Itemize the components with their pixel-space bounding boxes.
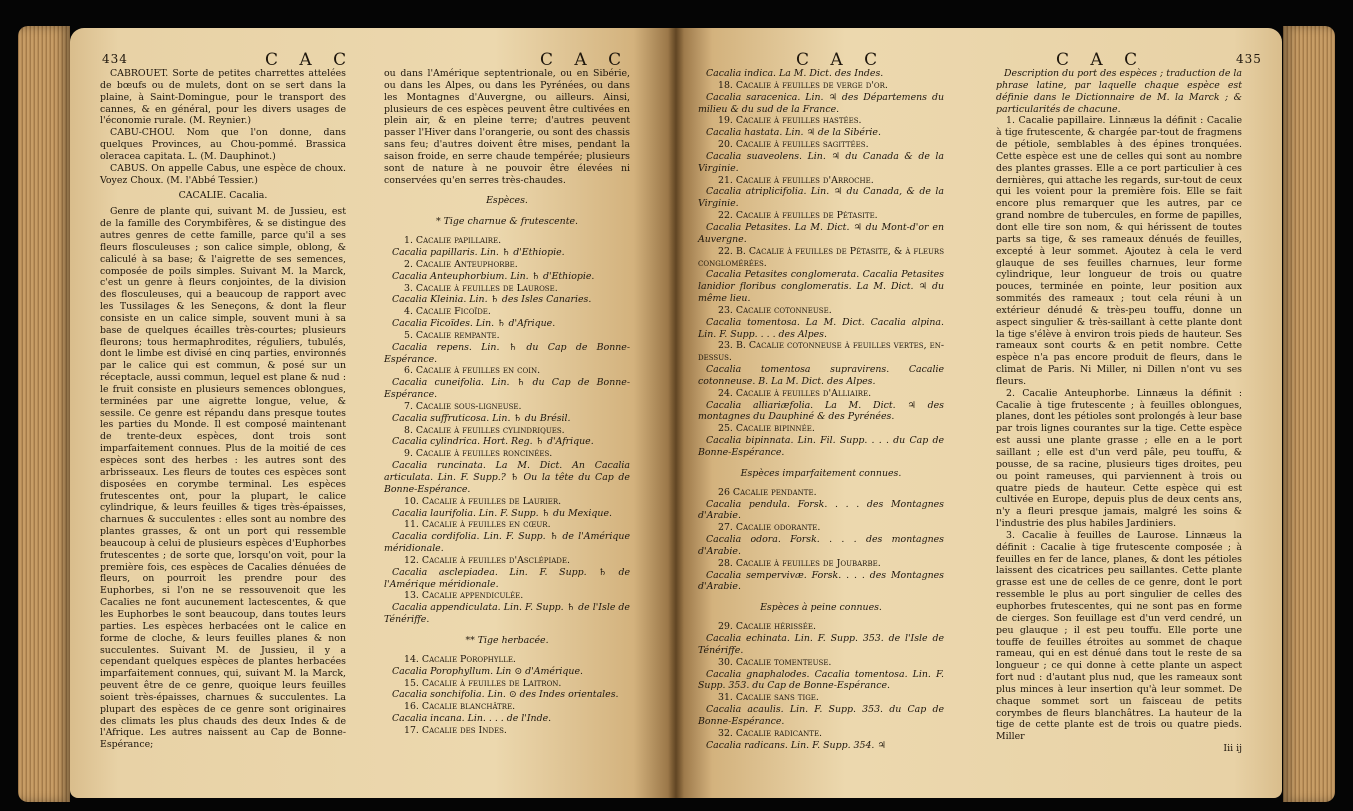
species-entry: 8. Cacalie à feuilles cylindriques. [404,424,565,436]
species-entry: 16. Cacalie blanchâtre. [404,701,516,713]
paragraph: Cacalia repens. Lin. ♄ du Cap de Bonne-Espérance. [384,341,630,365]
paragraph: Cacalia saracenica. Lin. ♃ des Départemens du milieu & du sud de la France. [698,91,944,115]
species-entry: 32. Cacalie radicante. [718,727,823,739]
species-entry: 29. Cacalie hérissée. [718,621,816,633]
species-entry: 13. Cacalie appendiculée. [404,590,524,602]
species-entry: 5. Cacalie rempante. [404,329,500,341]
paragraph: Cacalia sempervivæ. Forsk. . . . des Montagnes d'Arabie. [698,569,944,593]
paragraph: Cacalia echinata. Lin. F. Supp. 353. de l'Isle de Ténériffe. [698,632,944,656]
right-column-1 [698,68,944,751]
paragraph: Cacalia radicans. Lin. F. Supp. 354. ♃ [706,739,886,751]
species-entry: 17. Cacalie des Indes. [404,724,507,736]
species-entry: 4. Cacalie Ficoïde. [404,306,491,318]
section-heading: Espèces. [486,195,528,207]
species-entry: 3. Cacalie à feuilles de Laurose. [404,282,558,294]
section-heading: * Tige charnue & frutescente. [436,216,578,228]
paragraph: Cacalia Petasites. La M. Dict. ♃ du Mont-d'or en Auvergne. [698,221,944,245]
left-column-1 [100,68,346,751]
paragraph: Cacalia runcinata. La M. Dict. An Cacalia articulata. Lin. F. Supp.? ♄ Ou la tête du Cap de Bonne-Espérance. [384,460,630,495]
paragraph: Cacalia atriplicifolia. Lin. ♃ du Canada, & de la Virginie. [698,186,944,210]
species-entry: 26 Cacalie pendante. [718,486,817,498]
right-page [676,28,1282,798]
paragraph: Cacalia tomentosa. La M. Dict. Cacalia alpina. Lin. F. Supp. . . . des Alpes. [698,316,944,340]
section-heading: Espèces à peine connues. [760,602,882,614]
species-entry: 23. Cacalie cotonneuse. [718,304,832,316]
paragraph: Cacalia gnaphalodes. Cacalia tomentosa. Lin. F. Supp. 353. du Cap de Bonne-Espérance. [698,668,944,692]
paragraph: Cacalia cuneifolia. Lin. ♄ du Cap de Bonne-Espérance. [384,377,630,401]
species-entry: 6. Cacalie à feuilles en coin. [404,365,541,377]
paragraph: Cacalia alliariæfolia. La M. Dict. ♃ des montagnes du Dauphiné & des Pyrénées. [698,399,944,423]
species-entry: 30. Cacalie tomenteuse. [718,656,832,668]
right-page-edges [1283,26,1335,802]
left-page-edges [18,26,70,802]
species-entry: 18. Cacalie à feuilles de verge d'or. [718,79,888,91]
paragraph: Cacalia Ficoïdes. Lin. ♄ d'Afrique. [392,318,556,330]
left-page-number: 434 [102,52,128,66]
paragraph: Description du port des espèces ; traduction de la phrase latine, par laquelle chaque espèce est définie dans le Dictionnaire de M. la Marck ; & particularités de chacune. [996,68,1242,115]
species-entry: 15. Cacalie à feuilles de Laitron. [404,677,562,689]
species-entry: 27. Cacalie odorante. [718,522,821,534]
right-page-header-col1: C A C [796,50,886,70]
paragraph: Cacalia cordifolia. Lin. F. Supp. ♄ de l'Amérique méridionale. [384,531,630,555]
paragraph: CABUS. On appelle Cabus, une espèce de choux. Voyez Choux. (M. l'Abbé Tessier.) [100,162,346,186]
species-entry: 7. Cacalie sous-ligneuse. [404,400,522,412]
paragraph: CABU-CHOU. Nom que l'on donne, dans quelques Provinces, au Chou-pommé. Brassica oleracea capitata. L. (M. Dauphinot.) [100,127,346,162]
paragraph: Cacalia bipinnata. Lin. Fil. Supp. . . . du Cap de Bonne-Espérance. [698,435,944,458]
paragraph: 3. Cacalie à feuilles de Laurose. Linnæus la définit : Cacalie à tige frutescente composée ; à feuilles en fer de lance, planes, & dont les pétioles laissent des cicatrices peu saillantes. Cette plante grasse est une de celles de ce genre, dont le port ressemble le plus au port singulier de celles des euphorbes frutescentes, qui ne sont pas en forme de cierges. Son feuillage est d'un verd cendré, un peu glauque ; il est peu touffu. Elle porte une touffe de feuilles étroites au sommet de chaque rameau, qui en est dénué dans tout le reste de sa longueur ; ce qui donne à cette plante un aspect fort nud : d'autant plus nud, que les rameaux sont plus minces à leur insertion qu'à leur sommet. De chaque sommet sort un faisceau de petits corymbes de fleurs blanchâtres. La hauteur de la tige de cette plante est de trois ou quatre pieds. Miller [996,529,1242,743]
paragraph: Cacalia indica. La M. Dict. des Indes. [706,68,884,79]
right-page-header: C A C [1056,50,1146,70]
species-entry: 22. B. Cacalie à feuilles de Pétasite, & à fleurs conglomérées. [698,245,944,269]
left-page-header: C A C [265,50,355,70]
book-gutter [668,28,684,798]
paragraph: 1. Cacalie papillaire. Linnæus la définit : Cacalie à tige frutescente, & chargée par-tout de fragmens de pétiole, semblables à des épines tronquées. Cette espèce est une de celles qui sont au nombre des plantes grasses. Elle a ce port particulier à ces dernières, qui attache les regards, sur-tout de ceux qui les voient pour la première fois. Elle se fait encore plus remarquer que les autres, par ce grand nombre de tubercules, en forme de papilles, dont elle tire son nom, & qui hérissent de toutes parts sa tige, & ses rameaux dénués de feuilles, excepté à leur sommet. Ajoutez à cela le verd glauque de ses feuilles charnues, leur forme cylindrique, leur longueur de trois ou quatre pouces, terminée en pointe, leur position aux sommités des rameaux ; tout cela réuni à un extérieur dénudé & très-peu touffu, donne un aspect singulier & très-saillant à cette plante dont la tige s'élève à environ trois pieds de hauteur. Ses rameaux sont courts & en petit nombre. Cette espèce n'a pas encore produit de fleurs, dans le climat de Paris. Ni Miller, ni Dillen n'ont vu ses fleurs. [996,115,1242,387]
paragraph: Cacalia suaveolens. Lin. ♃ du Canada & de la Virginie. [698,150,944,174]
right-page-number: 435 [1236,52,1262,66]
species-entry: 1. Cacalie papillaire. [404,235,502,247]
paragraph: Cacalia Anteuphorbium. Lin. ♄ d'Ethiopie. [392,270,595,282]
species-entry: 19. Cacalie à feuilles hastées. [718,115,862,127]
species-entry: 28. Cacalie à feuilles de Joubarbe. [718,557,881,569]
species-entry: 25. Cacalie bipinnée. [718,423,815,435]
species-entry: 21. Cacalie à feuilles d'Arroche. [718,174,874,186]
species-entry: 12. Cacalie à feuilles d'Asclépiade. [404,554,570,566]
species-entry: 9. Cacalie à feuilles roncinées. [404,448,553,460]
left-column-2 [384,68,630,737]
paragraph: Cacalia acaulis. Lin. F. Supp. 353. du Cap de Bonne-Espérance. [698,704,944,727]
paragraph: Cacalia sonchifolia. Lin. ⊙ des Indes orientales. [392,689,619,701]
paragraph: Cacalia pendula. Forsk. . . . des Montagnes d'Arabie. [698,498,944,522]
species-entry: 24. Cacalie à feuilles d'Alliaire. [718,387,872,399]
species-entry: 2. Cacalie Anteuphorbe. [404,258,518,270]
paragraph: CABROUET. Sorte de petites charrettes attelées de bœufs ou de mulets, dont on se sert dans la plaine, à Saint-Domingue, pour le transport des cannes, & en général, pour les divers usages de l'économie rurale. (M. Reynier.) [100,68,346,127]
paragraph: Cacalia odora. Forsk. . . . des montagnes d'Arabie. [698,534,944,557]
section-heading: ** Tige herbacée. [465,634,549,646]
species-entry: 31. Cacalie sans tige. [718,692,819,704]
paragraph: Cacalia cylindrica. Hort. Reg. ♄ d'Afrique. [392,436,594,448]
paragraph: 2. Cacalie Anteuphorbe. Linnæus la définit : Cacalie à tige frutescente ; à feuilles oblongues, planes, dont les pétioles sont prolongés à leur base par trois lignes courantes sur la tige. Cette espèce est aussi une plante grasse ; elle en a le port saillant ; elle est d'un verd pâle, peu touffu, & pousse, de sa racine, plusieurs tiges droites, peu ou point rameuses, qui parviennent à trois ou quatre pieds de hauteur. Cette espèce qui est cultivée en Europe, depuis plus de deux cents ans, n'y a fleuri presque jamais, malgré les soins & l'industrie des plus habiles Jardiniers. [996,387,1242,530]
paragraph: ou dans l'Amérique septentrionale, ou en Sibérie, ou dans les Alpes, ou dans les Pyrénées, ou dans les Montagnes d'Auvergne, ou ailleurs. Ainsi, plusieurs de ces espèces peuvent être cultivées en plein air, & en pleine terre; d'autres peuvent passer l'Hiver dans l'orangerie, ou sont des chassis sans feu; d'autres doivent être mises, pendant la saison froide, en serre chaude tempérée; plusieurs sont de nature à ne pouvoir être élevées ni conservées qu'en serres très-chaudes. [384,68,630,186]
paragraph: Cacalia Petasites conglomerata. Cacalia Petasites lanidior floribus conglomeratis. La M. Dict. ♃ du même lieu. [698,269,944,305]
right-column-2 [996,68,1242,755]
paragraph: Cacalia Kleinia. Lin. ♄ des Isles Canaries. [392,294,592,306]
left-page-header-col2: C A C [540,50,630,70]
paragraph: Genre de plante qui, suivant M. de Jussieu, est de la famille des Corymbifères, & se distingue des autres genres de cette famille, parce qu'il a ses fleurs flosculeuses ; son calice simple, oblong, & caliculé à sa base; & l'aigrette de ses semences, composée de poils simples. Suivant M. la Marck, c'est un genre à fleurs conjointes, de la division des flosculeuses, qui a beaucoup de rapport avec les Tussilages & les Seneçons, & dont la fleur consiste en un calice simple, souvent muni à sa base de quelques écailles très-courtes; plusieurs fleurons; tous hermaphrodites, réguliers, tubulés, dont le limbe est divisé en cinq parties, environnés par le calice qui est commun, & posé sur un réceptacle, aussi commun, lequel est plane & nud : le fruit consiste en plusieurs semences oblongues, terminées par une aigrette longue, velue, & sessile. Ce genre est répandu dans presque toutes les parties du Monde. Il est composé maintenant de trente-deux espèces, dont trois sont imparfaitement connues. Plus de la moitié de ces espèces sont des herbes : les autres sont des arbrisseaux. Les fleurs de toutes ces espèces sont disposées en corymbe terminal. Les espèces frutescentes ont, pour la plupart, le calice cylindrique, & leurs feuilles & tiges très-épaisses, charnues & succulentes : elles sont au nombre des plantes grasses, & ont un port qui ressemble beaucoup à celui de plusieurs espèces d'Euphorbes frutescentes ; de sorte que, lorsqu'on voit, pour la première fois, ces espèces de Cacalies dénuées de fleurs, on pourroit les prendre pour des Euphorbes, si l'on ne se ressouvenoit que les Cacalies ne font aucunement lactescentes, & que les Euphorbes le sont beaucoup, dans toutes leurs parties. Les espèces herbacées ont le calice en forme de cloche, & leurs feuilles planes & non succulentes. Suivant M. de Jussieu, il y a cependant quelques espèces de plantes herbacées imparfaitement connues, qui, suivant M. la Marck, peuvent être de ce genre, quoique leurs feuilles soient très-épaisses, charnues & succulentes. La plupart des espèces de ce genre sont originaires des climats les plus chauds des deux Indes & de l'Afrique. Les autres naissent au Cap de Bonne-Espérance; [100,206,346,751]
paragraph: Cacalia suffruticosa. Lin. ♄ du Brésil. [392,412,571,424]
section-heading: CACALIE. Cacalia. [178,190,268,202]
paragraph: Cacalia tomentosa supravirens. Cacalie cotonneuse. B. La M. Dict. des Alpes. [698,364,944,387]
paragraph: Cacalia hastata. Lin. ♃ de la Sibérie. [706,127,881,139]
species-entry: 10. Cacalie à feuilles de Laurier. [404,495,562,507]
left-page [70,28,676,798]
paragraph: Cacalia asclepiadea. Lin. F. Supp. ♄ de l'Amérique méridionale. [384,566,630,590]
species-entry: 20. Cacalie à feuilles sagittées. [718,139,869,151]
paragraph: Cacalia laurifolia. Lin. F. Supp. ♄ du Mexique. [392,507,612,519]
species-entry: 23. B. Cacalie cotonneuse à feuilles vertes, en-dessus. [698,340,944,364]
paragraph: Cacalia appendiculata. Lin. F. Supp. ♄ de l'Isle de Ténériffe. [384,602,630,626]
paragraph: Iii ij [1223,743,1242,755]
species-entry: 14. Cacalie Porophylle. [404,653,516,665]
species-entry: 11. Cacalie à feuilles en cœur. [404,519,551,531]
paragraph: Cacalia papillaris. Lin. ♄ d'Ethiopie. [392,246,565,258]
paragraph: Cacalia Porophyllum. Lin ⊙ d'Amérique. [392,665,583,677]
section-heading: Espèces imparfaitement connues. [740,467,902,479]
species-entry: 22. Cacalie à feuilles de Pétasite. [718,210,878,222]
paragraph: Cacalia incana. Lin. . . . de l'Inde. [392,713,552,725]
